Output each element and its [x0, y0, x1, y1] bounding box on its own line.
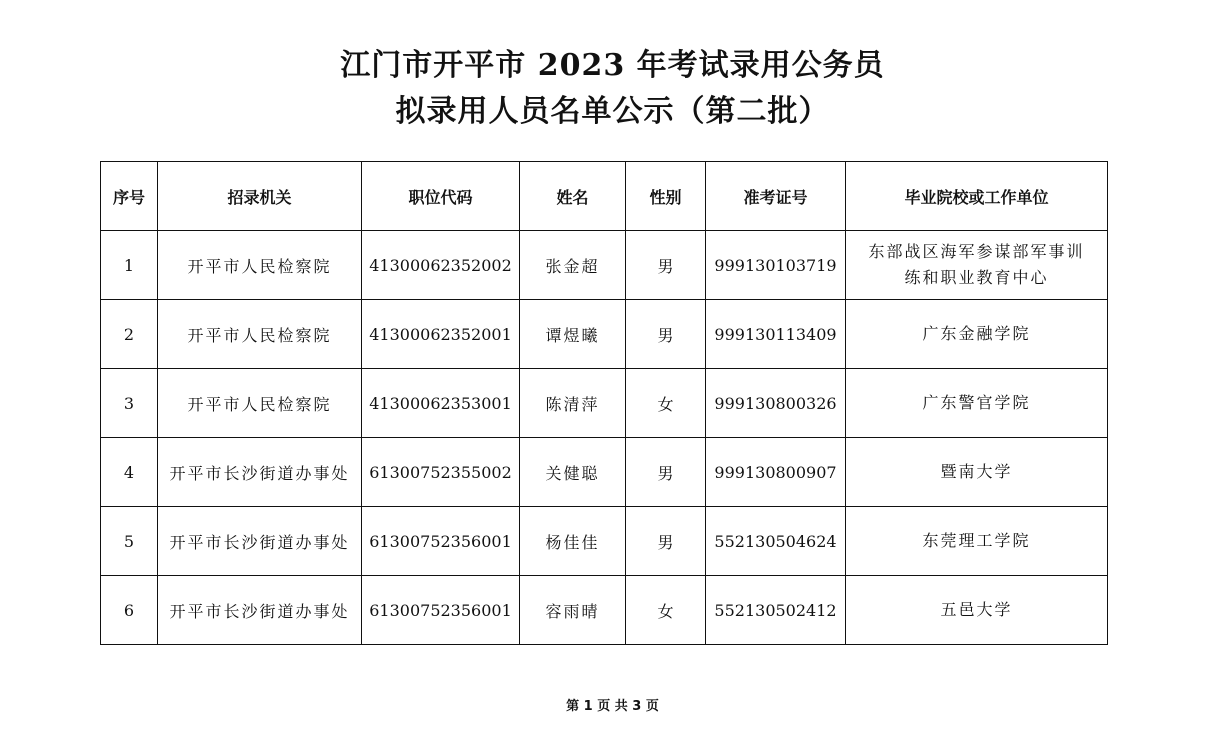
- table-header-row: [101, 162, 1108, 231]
- cell-gender: 男: [626, 507, 706, 576]
- cell-agency: 开平市人民检察院: [158, 369, 362, 438]
- cell-exam-id: 999130113409: [706, 300, 846, 369]
- cell-gender: 女: [626, 369, 706, 438]
- document-title-line2: 拟录用人员名单公示（第二批）: [395, 94, 830, 129]
- cell-no: 5: [101, 507, 158, 576]
- cell-name: 张金超: [520, 231, 626, 300]
- cell-no: 1: [101, 231, 158, 300]
- cell-name: 杨佳佳: [520, 507, 626, 576]
- cell-agency: 开平市长沙街道办事处: [158, 438, 362, 507]
- cell-agency: 开平市人民检察院: [158, 231, 362, 300]
- cell-exam-id: 999130103719: [706, 231, 846, 300]
- cell-name: 陈清萍: [520, 369, 626, 438]
- cell-no: 2: [101, 300, 158, 369]
- cell-exam-id: 999130800326: [706, 369, 846, 438]
- cell-name: 关健聪: [520, 438, 626, 507]
- cell-gender: 男: [626, 231, 706, 300]
- cell-gender: 男: [626, 438, 706, 507]
- cell-position-code: 41300062352001: [362, 300, 520, 369]
- cell-school-or-unit: 五邑大学: [846, 576, 1108, 645]
- table-row: [101, 576, 1108, 645]
- cell-school-or-unit: 东部战区海军参谋部军事训练和职业教育中心: [846, 231, 1108, 300]
- cell-position-code: 41300062352002: [362, 231, 520, 300]
- header-exam-id: 准考证号: [706, 162, 846, 231]
- cell-school-or-unit: 东莞理工学院: [846, 507, 1108, 576]
- header-name: 姓名: [520, 162, 626, 231]
- document-title-line1: 江门市开平市 2023 年考试录用公务员: [340, 48, 885, 83]
- table-row: [101, 231, 1108, 300]
- header-gender: 性别: [626, 162, 706, 231]
- header-school-or-unit: 毕业院校或工作单位: [846, 162, 1108, 231]
- cell-position-code: 41300062353001: [362, 369, 520, 438]
- cell-position-code: 61300752356001: [362, 576, 520, 645]
- table-row: [101, 507, 1108, 576]
- cell-exam-id: 552130502412: [706, 576, 846, 645]
- cell-gender: 男: [626, 300, 706, 369]
- table-row: [101, 369, 1108, 438]
- cell-agency: 开平市长沙街道办事处: [158, 576, 362, 645]
- page-footer: 第 1 页 共 3 页: [566, 699, 659, 714]
- cell-no: 4: [101, 438, 158, 507]
- cell-agency: 开平市长沙街道办事处: [158, 507, 362, 576]
- cell-no: 3: [101, 369, 158, 438]
- candidate-table: [100, 161, 1108, 645]
- cell-agency: 开平市人民检察院: [158, 300, 362, 369]
- table-row: [101, 438, 1108, 507]
- cell-school-or-unit: 广东警官学院: [846, 369, 1108, 438]
- cell-position-code: 61300752355002: [362, 438, 520, 507]
- cell-position-code: 61300752356001: [362, 507, 520, 576]
- header-position-code: 职位代码: [362, 162, 520, 231]
- cell-no: 6: [101, 576, 158, 645]
- cell-gender: 女: [626, 576, 706, 645]
- header-agency: 招录机关: [158, 162, 362, 231]
- cell-school-or-unit: 暨南大学: [846, 438, 1108, 507]
- cell-name: 容雨晴: [520, 576, 626, 645]
- cell-school-or-unit: 广东金融学院: [846, 300, 1108, 369]
- cell-name: 谭煜曦: [520, 300, 626, 369]
- cell-exam-id: 552130504624: [706, 507, 846, 576]
- header-no: 序号: [101, 162, 158, 231]
- cell-exam-id: 999130800907: [706, 438, 846, 507]
- table-row: [101, 300, 1108, 369]
